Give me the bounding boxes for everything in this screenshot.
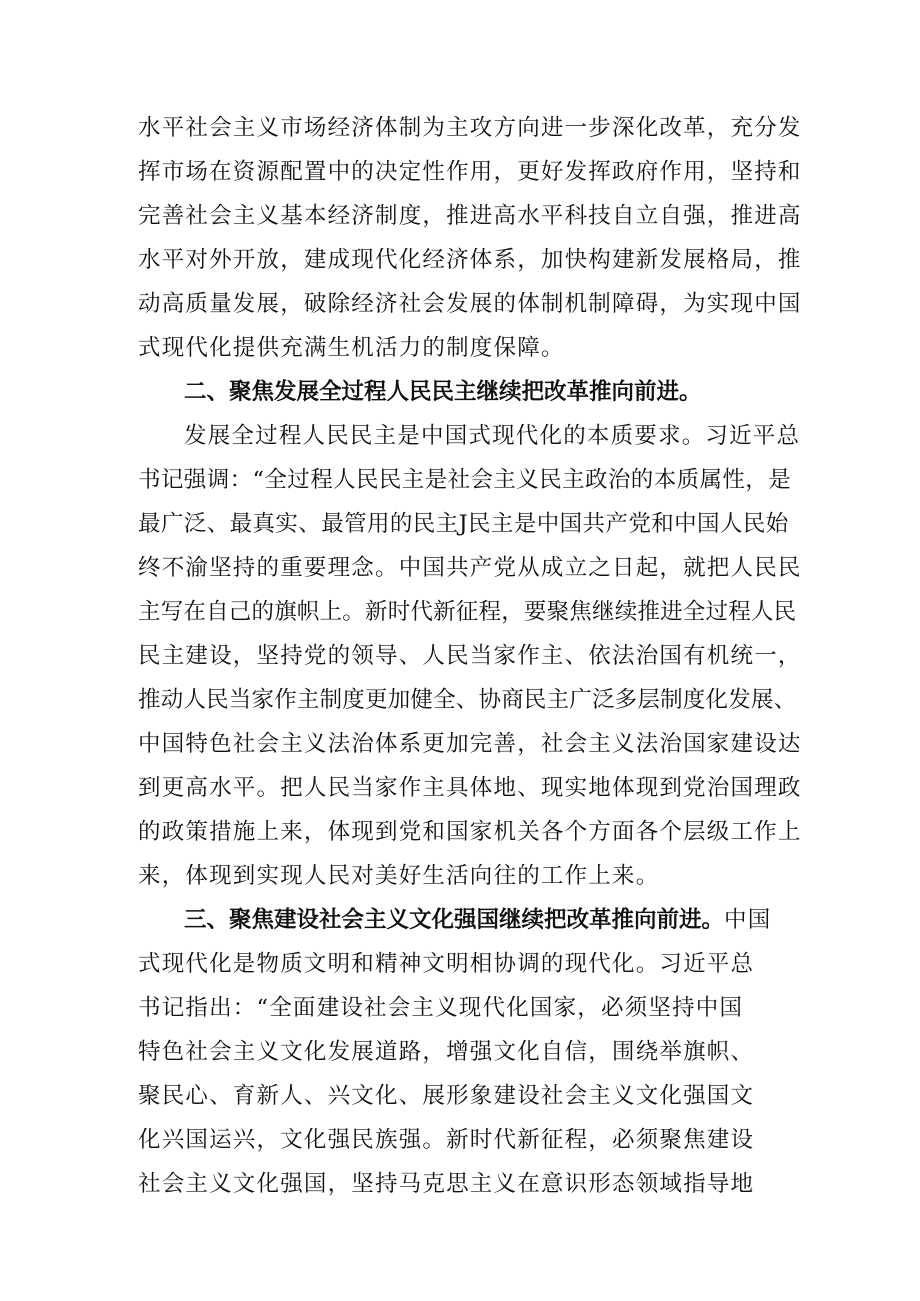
text-line: 中国: [724, 907, 772, 933]
text-line: 最广泛、最真实、最管用的民主J民主是中国共产党和中国人民始: [138, 511, 789, 537]
section-heading-3-row: [184, 905, 771, 935]
text-line: 书记强调：“全过程人民民主是社会主义民主政治的本质属性，是: [138, 467, 792, 493]
text-line: 式现代化是物质文明和精神文明相协调的现代化。习近平总: [138, 951, 755, 977]
text-line: 来，体现到实现人民对美好生活向往的工作上来。: [138, 863, 660, 889]
text-line: 动高质量发展，破除经济社会发展的体制机制障碍，为实现中国: [138, 291, 802, 317]
section-heading-2: 二、聚焦发展全过程人民民主继续把改革推向前进。: [184, 379, 702, 405]
text-line: 化兴国运兴，文化强民族强。新时代新征程，必须聚焦建设: [138, 1127, 755, 1153]
text-line: 到更高水平。把人民当家作主具体地、现实地体现到党治国理政: [138, 775, 802, 801]
text-line: 特色社会主义文化发展道路，增强文化自信，围绕举旗帜、: [138, 1039, 755, 1065]
section-heading-3: 三、聚焦建设社会主义文化强国继续把改革推向前进。: [184, 907, 725, 933]
text-line: 完善社会主义基本经济制度，推进高水平科技自立自强，推进高: [138, 203, 802, 229]
text-line: 发展全过程人民民主是中国式现代化的本质要求。习近平总: [184, 423, 801, 449]
text-line: 水平社会主义市场经济体制为主攻方向进一步深化改革，充分发: [138, 115, 802, 141]
text-line: 社会主义文化强国，坚持马克思主义在意识形态领域指导地: [138, 1171, 755, 1197]
text-line: 主写在自己的旗帜上。新时代新征程，要聚焦继续推进全过程人民: [138, 599, 797, 625]
text-line: 中国特色社会主义法治体系更加完善，社会主义法治国家建设达: [138, 731, 802, 757]
text-line: 民主建设，坚持党的领导、人民当家作主、依法治国有机统一，: [138, 643, 802, 669]
text-line: 水平对外开放，建成现代化经济体系，加快构建新发展格局，推: [138, 247, 802, 273]
text-line: 推动人民当家作主制度更加健全、协商民主广泛多层制度化发展、: [138, 687, 797, 713]
text-line: 式现代化提供充满生机活力的制度保障。: [138, 335, 565, 361]
text-line: 挥市场在资源配置中的决定性作用，更好发挥政府作用，坚持和: [138, 159, 802, 185]
text-line: 的政策措施上来，体现到党和国家机关各个方面各个层级工作上: [138, 819, 802, 845]
text-line: 聚民心、育新人、兴文化、展形象建设社会主义文化强国文: [138, 1083, 755, 1109]
text-line: 终不渝坚持的重要理念。中国共产党从成立之日起，就把人民民: [138, 555, 802, 581]
text-line: 书记指出：“全面建设社会主义现代化国家，必须坚持中国: [138, 995, 744, 1021]
